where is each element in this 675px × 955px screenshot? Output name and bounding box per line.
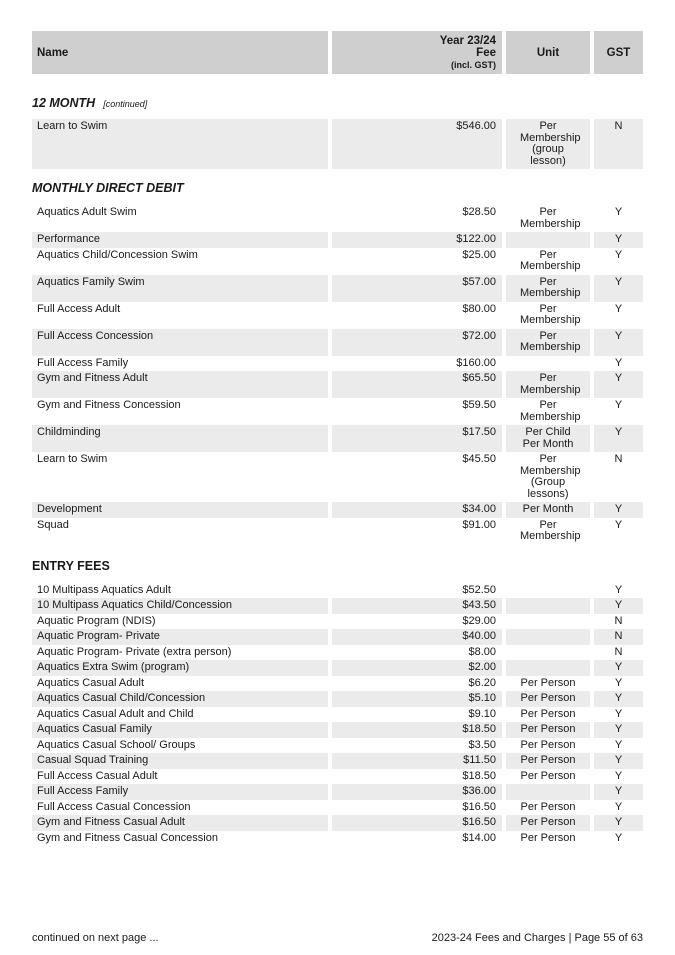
cell-name: Full Access Casual Adult (37, 769, 158, 782)
cell-fee: $36.00 (332, 784, 502, 800)
cell-unit: Per Person (520, 707, 576, 720)
cell-fee: $2.00 (332, 660, 502, 676)
cell-name: Aquatic Program- Private (extra person) (37, 645, 232, 658)
header-fee-line1: Year 23/24 (439, 34, 496, 47)
cell-name: Aquatic Program- Private (32, 629, 328, 645)
fees-table (32, 31, 643, 846)
cell-name: Full Access Family (37, 356, 129, 369)
cell-gst: Y (594, 722, 643, 738)
cell-unit (506, 660, 590, 676)
header-name-label: Name (37, 46, 69, 59)
header-unit-label: Unit (536, 46, 560, 59)
table-row (32, 329, 643, 356)
cell-unit (506, 629, 590, 645)
cell-name: Aquatics Casual Family (32, 722, 328, 738)
cell-gst: Y (614, 831, 623, 844)
cell-name: Learn to Swim (32, 119, 328, 169)
cell-gst: Y (594, 753, 643, 769)
cell-gst: Y (614, 518, 623, 531)
cell-gst: Y (614, 248, 623, 261)
cell-name: Gym and Fitness Adult (32, 371, 328, 398)
cell-unit: Per Person (520, 738, 576, 751)
cell-unit (506, 645, 590, 661)
cell-name: Gym and Fitness Concession (37, 399, 181, 411)
cell-fee: $40.00 (332, 629, 502, 645)
cell-fee: $18.50 (462, 769, 496, 782)
cell-unit (506, 784, 590, 800)
cell-fee: $9.10 (468, 707, 496, 720)
header-gst (594, 31, 643, 74)
cell-fee: $160.00 (456, 356, 496, 369)
cell-name: Aquatics Family Swim (32, 275, 328, 302)
section-continued-label: [continued] (103, 99, 148, 109)
cell-fee: $65.50 (332, 371, 502, 398)
table-row (32, 205, 643, 232)
cell-fee: $14.00 (462, 831, 496, 844)
table-row (32, 398, 643, 425)
cell-unit: Per Person (520, 769, 576, 782)
cell-gst: Y (614, 769, 623, 782)
section-entry-fees-title: ENTRY FEES (32, 558, 110, 573)
cell-gst: Y (614, 356, 623, 369)
cell-name: Squad (37, 518, 69, 531)
section-monthly-direct-debit-title: MONTHLY DIRECT DEBIT (32, 181, 184, 195)
section-title (32, 559, 643, 573)
table-row (32, 248, 643, 275)
cell-name: Childminding (32, 425, 328, 452)
cell-gst: Y (614, 302, 623, 315)
table-row (32, 738, 643, 754)
cell-unit: Per Membership (520, 206, 581, 230)
cell-gst: Y (594, 691, 643, 707)
cell-gst: N (614, 614, 623, 627)
cell-name: Aquatics Casual Child/Concession (32, 691, 328, 707)
cell-name: Aquatics Child/Concession Swim (37, 248, 198, 261)
cell-unit (506, 583, 590, 599)
cell-name: Full Access Family (32, 784, 328, 800)
cell-fee: $5.10 (332, 691, 502, 707)
table-row (32, 769, 643, 785)
table-row (32, 800, 643, 816)
cell-fee: $17.50 (332, 425, 502, 452)
cell-gst: N (614, 453, 623, 465)
cell-gst: N (594, 629, 643, 645)
cell-fee: $29.00 (462, 614, 496, 627)
cell-name: Full Access Adult (37, 302, 121, 315)
header-fee-line3: (incl. GST) (451, 59, 496, 70)
page-footer (32, 932, 643, 944)
table-row (32, 275, 643, 302)
table-row (32, 502, 643, 518)
table-row (32, 629, 643, 645)
cell-fee: $80.00 (462, 302, 496, 315)
table-row (32, 784, 643, 800)
cell-gst: Y (614, 399, 623, 411)
table-row (32, 356, 643, 372)
cell-name: Development (32, 502, 328, 518)
cell-gst: Y (594, 371, 643, 398)
header-fee-line2: Fee (476, 46, 496, 59)
cell-fee: $57.00 (332, 275, 502, 302)
table-row (32, 518, 643, 545)
table-row (32, 645, 643, 661)
cell-fee: $52.50 (462, 583, 496, 596)
cell-unit: Per Membership (520, 399, 581, 423)
cell-gst: Y (614, 800, 623, 813)
cell-gst: Y (594, 329, 643, 356)
cell-fee: $25.00 (462, 248, 496, 261)
footer-page-info: 2023-24 Fees and Charges | Page 55 of 63 (431, 932, 643, 944)
cell-fee: $72.00 (332, 329, 502, 356)
cell-fee: $59.50 (462, 399, 496, 411)
cell-gst: Y (594, 232, 643, 248)
cell-unit: Per Month (506, 502, 590, 518)
cell-gst: Y (594, 660, 643, 676)
table-row (32, 676, 643, 692)
cell-unit: Per Person (506, 753, 590, 769)
footer-continued: continued on next page ... (32, 932, 159, 944)
table-row (32, 232, 643, 248)
header-unit (506, 31, 590, 74)
cell-name: Casual Squad Training (32, 753, 328, 769)
cell-unit: Per Membership (506, 371, 590, 398)
cell-name: Learn to Swim (37, 453, 108, 465)
cell-unit: Per Person (520, 831, 576, 844)
table-row (32, 722, 643, 738)
table-row (32, 614, 643, 630)
cell-name: Gym and Fitness Casual Adult (32, 815, 328, 831)
cell-fee: $11.50 (332, 753, 502, 769)
table-row (32, 119, 643, 169)
cell-unit: Per Membership (506, 329, 590, 356)
cell-unit: Per Person (506, 722, 590, 738)
table-row (32, 831, 643, 847)
cell-gst: N (614, 645, 623, 658)
cell-gst: Y (594, 502, 643, 518)
cell-name: Aquatics Casual School/ Groups (37, 738, 196, 751)
cell-unit: Per Person (506, 815, 590, 831)
cell-gst: Y (614, 707, 623, 720)
cell-gst: Y (594, 598, 643, 614)
header-name (32, 31, 328, 74)
section-12-month-title: 12 MONTH (32, 96, 96, 110)
cell-name: Aquatics Casual Adult and Child (37, 707, 194, 720)
cell-unit: Per Person (520, 676, 576, 689)
section-title (32, 181, 643, 195)
cell-fee: $91.00 (462, 518, 496, 531)
cell-unit: Per Person (506, 691, 590, 707)
cell-fee: $16.50 (462, 800, 496, 813)
cell-gst: N (594, 119, 643, 169)
cell-unit (506, 614, 590, 630)
cell-name: Performance (32, 232, 328, 248)
cell-name: Full Access Casual Concession (37, 800, 191, 813)
cell-unit (506, 356, 590, 372)
cell-name: Aquatics Extra Swim (program) (32, 660, 328, 676)
cell-gst: Y (614, 738, 623, 751)
table-row (32, 371, 643, 398)
cell-unit: Per Membership (Group lessons) (520, 453, 581, 500)
cell-gst: Y (614, 583, 623, 596)
cell-gst: Y (614, 206, 623, 218)
cell-unit: Per Membership (506, 275, 590, 302)
table-row (32, 425, 643, 452)
cell-gst: Y (594, 275, 643, 302)
cell-name: Full Access Concession (32, 329, 328, 356)
cell-unit: Per Child Per Month (506, 425, 590, 452)
table-row (32, 302, 643, 329)
table-row (32, 815, 643, 831)
table-header (32, 31, 643, 74)
cell-fee: $3.50 (468, 738, 496, 751)
cell-name: Aquatic Program (NDIS) (37, 614, 156, 627)
table-row (32, 691, 643, 707)
cell-unit: Per Membership (520, 302, 581, 326)
table-row (32, 583, 643, 599)
cell-gst: Y (614, 676, 623, 689)
cell-unit: Per Membership (520, 248, 581, 272)
cell-name: Gym and Fitness Casual Concession (37, 831, 218, 844)
cell-fee: $6.20 (468, 676, 496, 689)
cell-fee: $8.00 (468, 645, 496, 658)
table-row (32, 452, 643, 502)
cell-unit: Per Membership (520, 518, 581, 542)
cell-unit: Per Person (520, 800, 576, 813)
cell-fee: $45.50 (462, 453, 496, 465)
cell-gst: Y (594, 425, 643, 452)
cell-gst: Y (594, 815, 643, 831)
cell-fee: $122.00 (332, 232, 502, 248)
cell-name: 10 Multipass Aquatics Child/Concession (32, 598, 328, 614)
cell-unit: Per Membership (group lesson) (506, 119, 590, 169)
cell-fee: $43.50 (332, 598, 502, 614)
cell-gst: Y (594, 784, 643, 800)
header-fee (332, 31, 502, 74)
table-row (32, 598, 643, 614)
header-gst-label: GST (606, 46, 631, 59)
cell-unit (506, 598, 590, 614)
table-row (32, 707, 643, 723)
cell-fee: $28.50 (462, 206, 496, 218)
cell-fee: $18.50 (332, 722, 502, 738)
cell-name: Aquatics Casual Adult (37, 676, 145, 689)
section-title (32, 96, 643, 110)
cell-fee: $546.00 (332, 119, 502, 169)
cell-name: 10 Multipass Aquatics Adult (37, 583, 171, 596)
cell-name: Aquatics Adult Swim (37, 206, 137, 218)
table-row (32, 753, 643, 769)
cell-fee: $16.50 (332, 815, 502, 831)
table-row (32, 660, 643, 676)
cell-unit (506, 232, 590, 248)
cell-fee: $34.00 (332, 502, 502, 518)
